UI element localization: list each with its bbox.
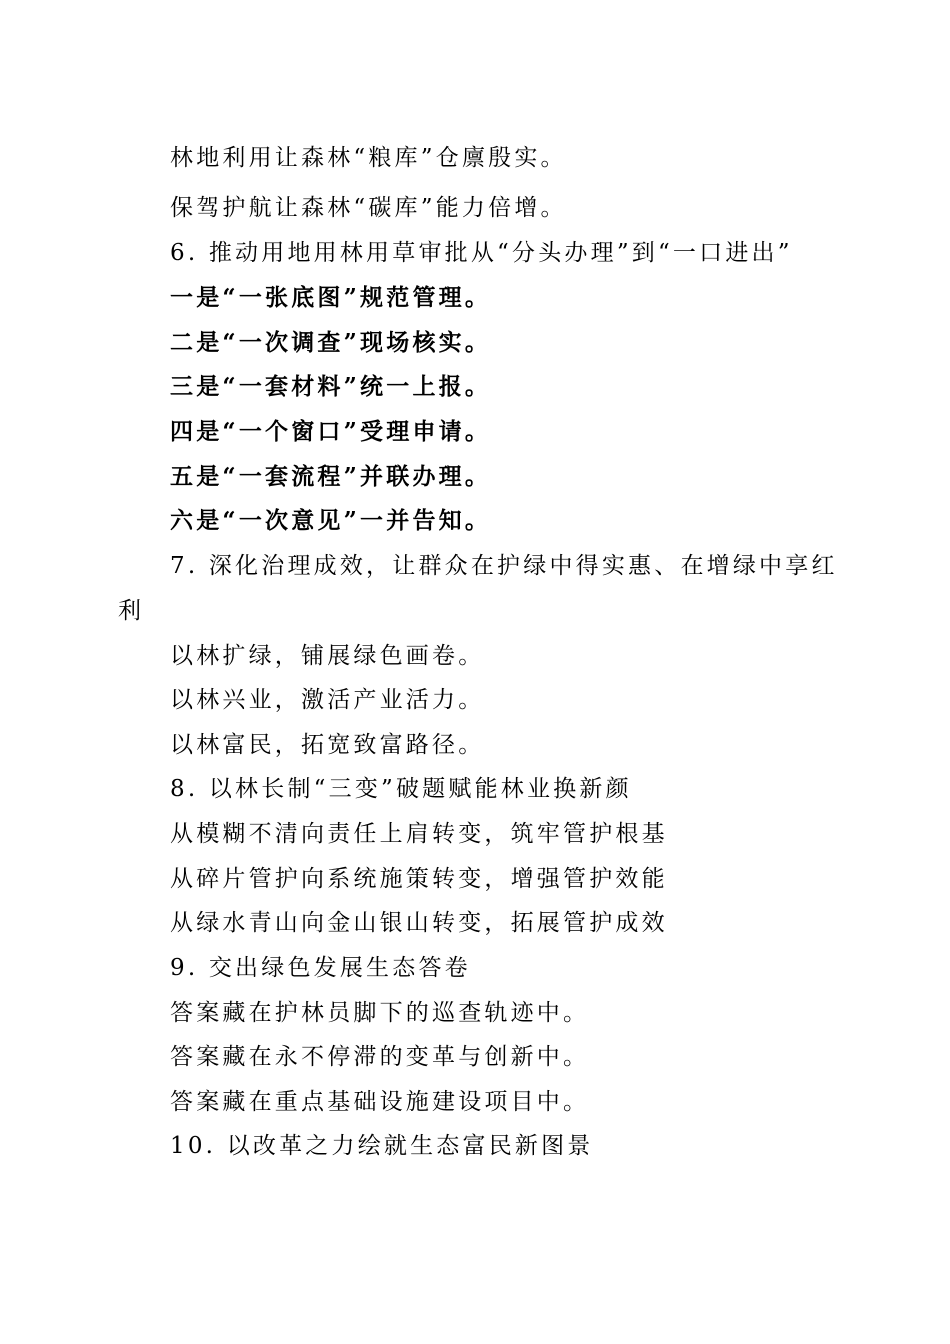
section-heading-9: 9. 交出绿色发展生态答卷: [170, 955, 471, 981]
paragraph-line: 五是“一套流程”并联办理。: [170, 463, 492, 490]
paragraph-line: 林地利用让森林“粮库”仓廪殷实。: [170, 145, 567, 171]
section-heading-8: 8. 以林长制“三变”破题赋能林业换新颜: [170, 776, 632, 802]
paragraph-line: 保驾护航让森林“碳库”能力倍增。: [170, 195, 567, 221]
section-heading-7: 7. 深化治理成效，让群众在护绿中得实惠、在增绿中享红: [170, 553, 838, 579]
section-heading-6: 6. 推动用地用林用草审批从“分头办理”到“一口进出”: [170, 240, 793, 266]
paragraph-line: 以林扩绿，铺展绿色画卷。: [170, 643, 485, 669]
paragraph-line: 答案藏在永不停滞的变革与创新中。: [170, 1044, 590, 1070]
paragraph-line: 以林富民，拓宽致富路径。: [170, 732, 485, 758]
section-heading-7-continuation: 利: [118, 598, 145, 624]
paragraph-line: 以林兴业，激活产业活力。: [170, 687, 485, 713]
paragraph-line: 一是“一张底图”规范管理。: [170, 284, 492, 311]
paragraph-line: 三是“一套材料”统一上报。: [170, 373, 492, 400]
paragraph-line: 答案藏在护林员脚下的巡查轨迹中。: [170, 1000, 590, 1026]
paragraph-line: 四是“一个窗口”受理申请。: [170, 418, 492, 445]
paragraph-line: 二是“一次调查”现场核实。: [170, 329, 492, 356]
paragraph-line: 答案藏在重点基础设施建设项目中。: [170, 1089, 590, 1115]
section-heading-10: 10. 以改革之力绘就生态富民新图景: [170, 1133, 594, 1159]
paragraph-line: 六是“一次意见”一并告知。: [170, 507, 492, 534]
paragraph-line: 从模糊不清向责任上肩转变，筑牢管护根基: [170, 821, 668, 847]
paragraph-line: 从绿水青山向金山银山转变，拓展管护成效: [170, 910, 668, 936]
paragraph-line: 从碎片管护向系统施策转变，增强管护效能: [170, 866, 668, 892]
